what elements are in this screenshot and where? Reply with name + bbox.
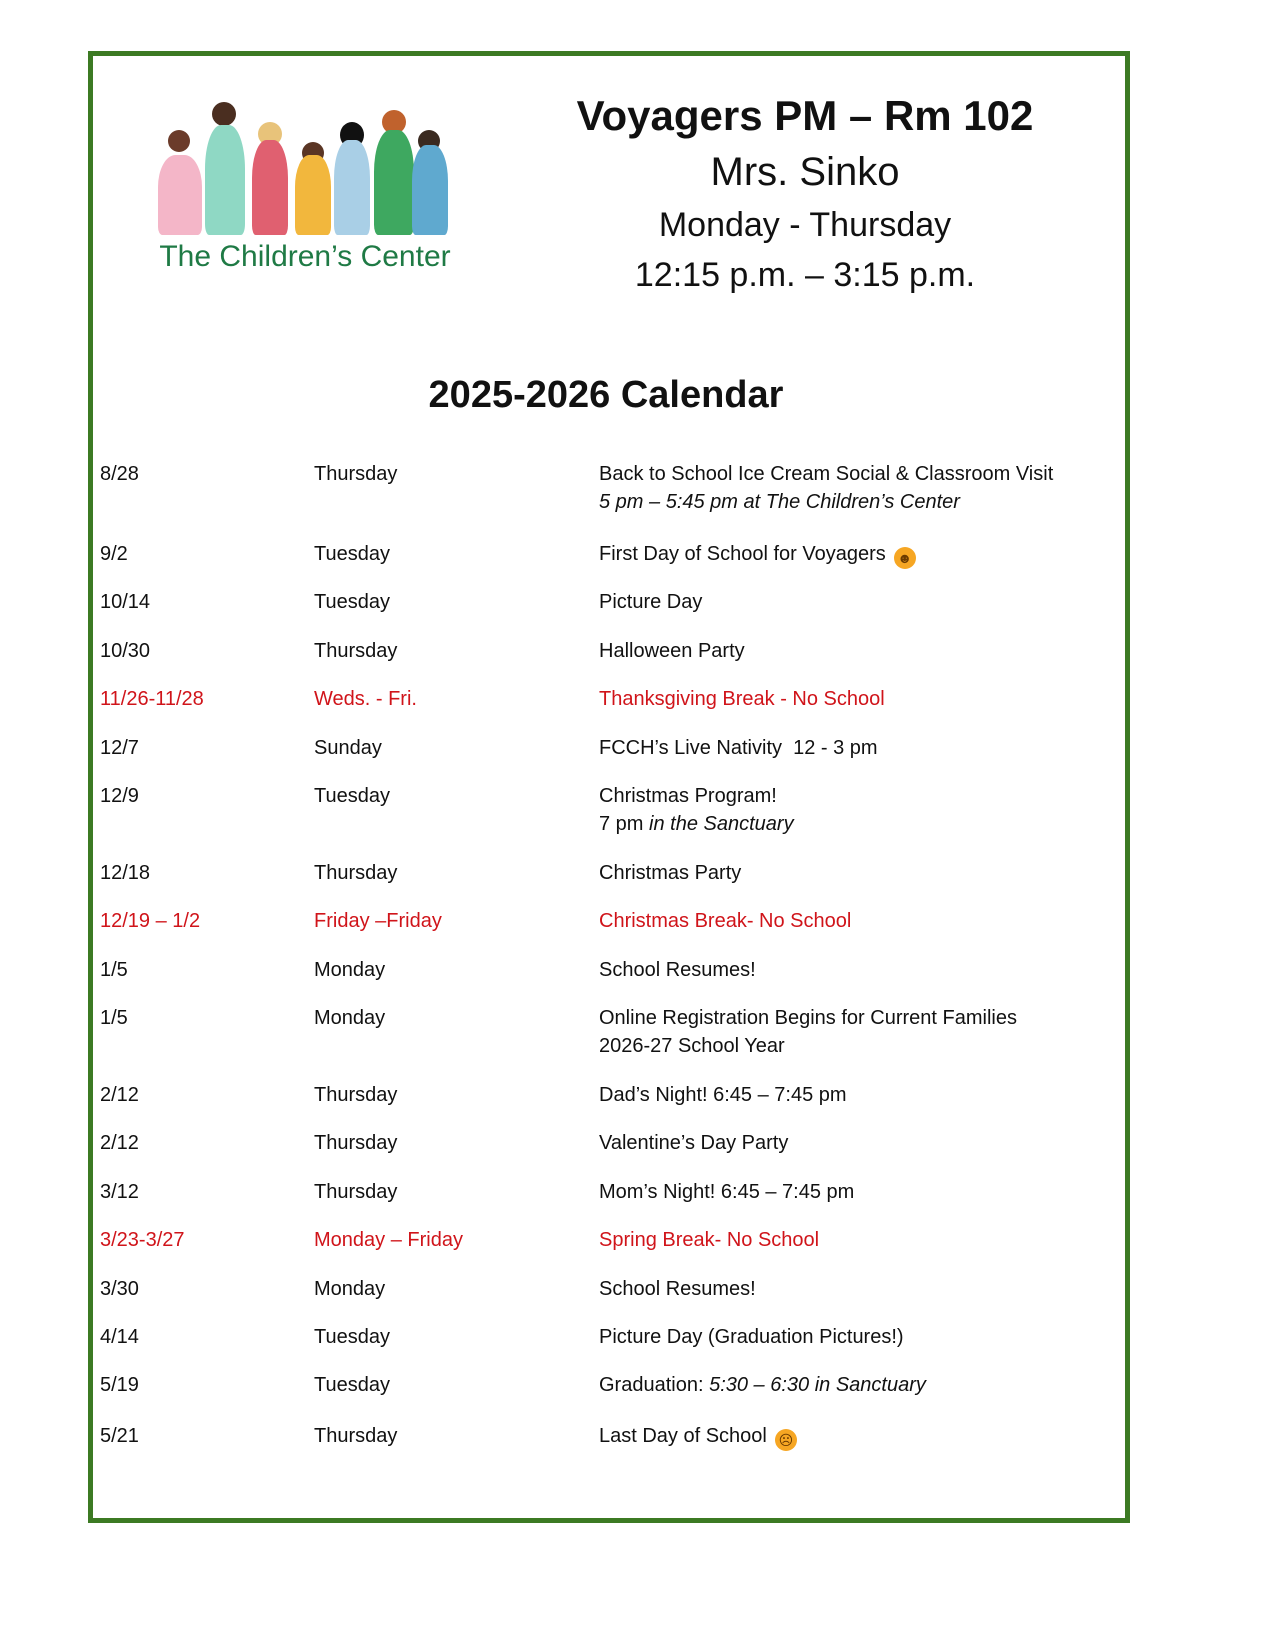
event-description: School Resumes! (599, 1278, 756, 1300)
event-desc-line1: First Day of School for Voyagers (599, 543, 886, 565)
event-day: Tuesday (314, 1374, 390, 1396)
event-description (599, 1004, 1017, 1060)
event-description (599, 1371, 926, 1399)
event-date: 12/19 – 1/2 (100, 910, 201, 932)
event-day: Thursday (314, 1084, 398, 1106)
event-day: Weds. - Fri. (314, 688, 417, 710)
event-date: 12/9 (100, 785, 139, 807)
event-day: Monday – Friday (314, 1229, 463, 1251)
event-date: 9/2 (100, 543, 128, 565)
event-date: 8/28 (100, 463, 139, 485)
event-description (599, 540, 916, 569)
event-date: 12/7 (100, 737, 139, 759)
event-date: 2/12 (100, 1132, 139, 1154)
event-day: Monday (314, 959, 386, 981)
event-day: Monday (314, 1278, 386, 1300)
calendar-title: 2025-2026 Calendar (428, 374, 784, 416)
event-date: 1/5 (100, 1007, 128, 1029)
event-desc-text: Graduation: (599, 1374, 710, 1396)
event-description: Picture Day (599, 591, 703, 613)
event-desc-line2: 7 pm (599, 813, 644, 835)
event-description: Christmas Party (599, 862, 742, 884)
event-description: Christmas Break- No School (599, 910, 852, 932)
event-description: Valentine’s Day Party (599, 1132, 789, 1154)
event-description: Dad’s Night! 6:45 – 7:45 pm (599, 1084, 847, 1106)
event-description: FCCH’s Live Nativity 12 - 3 pm (599, 737, 878, 759)
event-desc-line1: Christmas Program! (599, 785, 777, 807)
event-date: 10/14 (100, 591, 151, 613)
event-date: 12/18 (100, 862, 151, 884)
event-day: Tuesday (314, 785, 390, 807)
event-description: Halloween Party (599, 640, 745, 662)
event-date: 11/26-11/28 (100, 688, 204, 710)
event-day: Thursday (314, 1425, 398, 1447)
event-desc-line2-italic: in the Sanctuary (649, 813, 794, 835)
event-description: School Resumes! (599, 959, 756, 981)
event-day: Tuesday (314, 543, 390, 565)
event-day: Friday –Friday (314, 910, 442, 932)
event-date: 1/5 (100, 959, 128, 981)
event-desc-line1: Back to School Ice Cream Social & Classroom Visit (599, 463, 1054, 485)
event-description: Thanksgiving Break - No School (599, 688, 885, 710)
class-days: Monday - Thursday (658, 206, 952, 244)
event-date: 3/30 (100, 1278, 139, 1300)
event-date: 2/12 (100, 1084, 139, 1106)
event-desc-line2: 5 pm – 5:45 pm at The Children’s Center (599, 491, 960, 513)
event-description: Picture Day (Graduation Pictures!) (599, 1326, 904, 1348)
class-name: Voyagers PM – Rm 102 (576, 92, 1034, 139)
event-description (599, 460, 1053, 516)
event-day: Thursday (314, 1181, 398, 1203)
event-date: 4/14 (100, 1326, 139, 1348)
event-day: Monday (314, 1007, 386, 1029)
event-description (599, 782, 794, 838)
class-header (540, 88, 1070, 300)
event-day: Thursday (314, 640, 398, 662)
event-date: 5/21 (100, 1425, 139, 1447)
event-desc-line1: Online Registration Begins for Current Families (599, 1007, 1017, 1029)
childrens-center-logo (150, 100, 460, 285)
event-date: 3/12 (100, 1181, 139, 1203)
event-desc-line2: 2026-27 School Year (599, 1035, 785, 1057)
event-desc-line1: Last Day of School (599, 1425, 767, 1447)
event-date: 10/30 (100, 640, 151, 662)
event-day: Thursday (314, 862, 398, 884)
event-description: Spring Break- No School (599, 1229, 820, 1251)
event-day: Tuesday (314, 591, 390, 613)
class-time: 12:15 p.m. – 3:15 p.m. (634, 256, 976, 294)
smiling-face-icon: ☻ (894, 547, 916, 569)
event-day: Sunday (314, 737, 382, 759)
frowning-face-icon: ☹ (775, 1429, 797, 1451)
event-desc-italic: 5:30 – 6:30 in Sanctuary (709, 1374, 926, 1396)
teacher-name: Mrs. Sinko (710, 150, 900, 194)
event-date: 3/23-3/27 (100, 1229, 185, 1251)
event-day: Thursday (314, 463, 398, 485)
logo-text: The Children’s Center (159, 240, 451, 273)
event-day: Tuesday (314, 1326, 390, 1348)
event-description (599, 1422, 797, 1451)
event-date: 5/19 (100, 1374, 139, 1396)
event-description: Mom’s Night! 6:45 – 7:45 pm (599, 1181, 855, 1203)
event-day: Thursday (314, 1132, 398, 1154)
